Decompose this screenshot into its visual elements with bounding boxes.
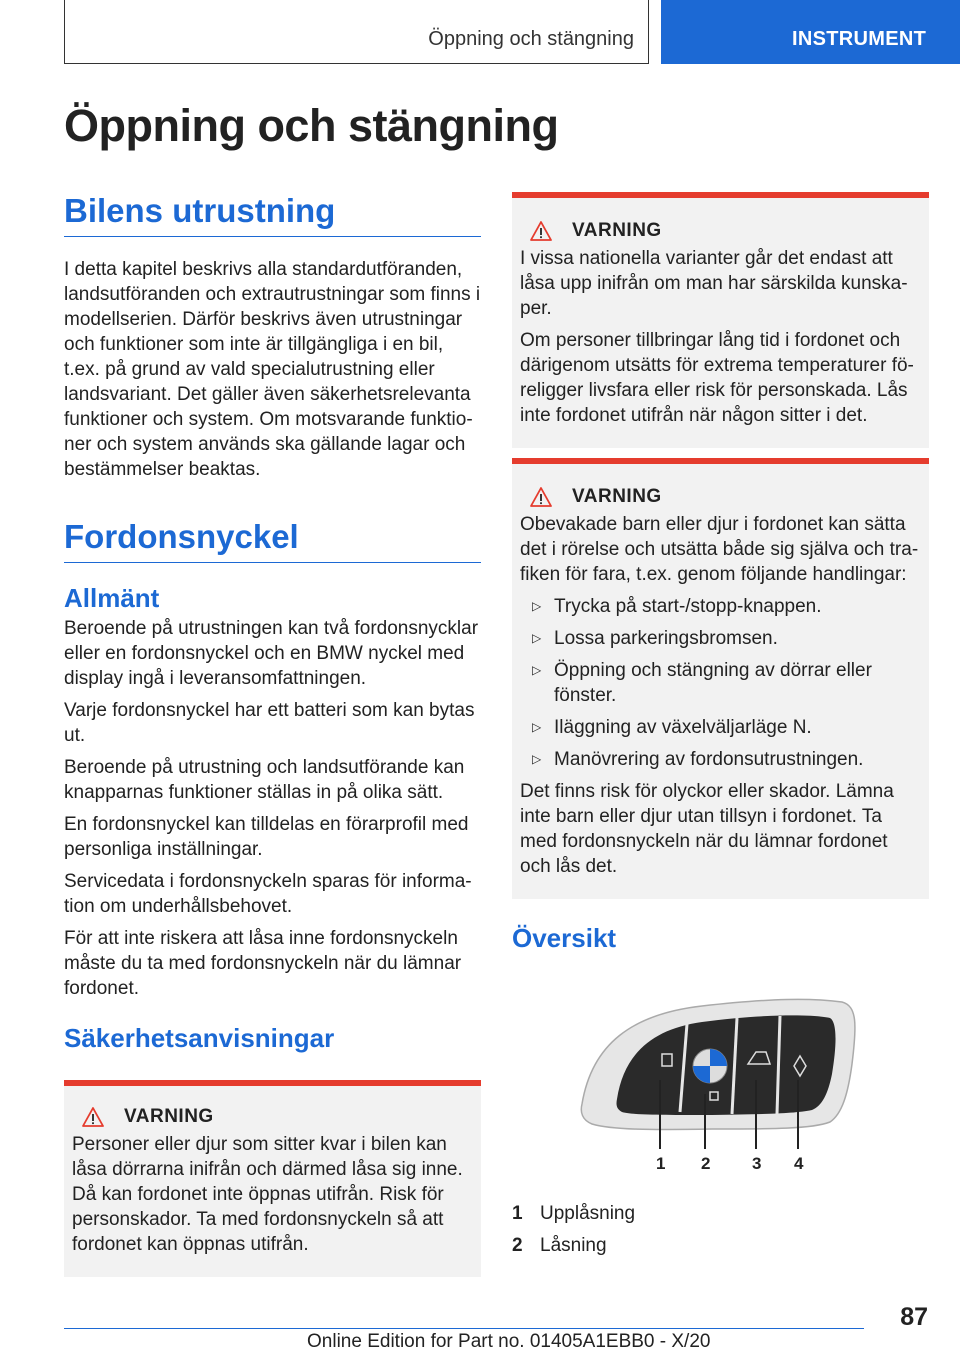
bullet-triangle-icon: ▷ — [532, 599, 542, 613]
list-item: ▷ Öppning och stängning av dörrar eller fönster. — [532, 660, 872, 706]
heading-bilens-utrustning: Bilens utrustning — [64, 192, 481, 237]
left-column — [64, 192, 481, 1277]
warning-triangle-icon — [82, 1107, 104, 1127]
footer-edition: Online Edition for Part no. 01405A1EBB0 - X/20 — [307, 1331, 711, 1352]
warning-list — [520, 594, 921, 772]
warning-label: VARNING — [572, 220, 662, 241]
warning-header — [72, 1106, 473, 1128]
warning-box-locked-in — [64, 1080, 481, 1277]
warning-label: VARNING — [124, 1106, 214, 1127]
legend-item: 2 Låsning — [512, 1235, 607, 1256]
callout-4: 4 — [794, 1154, 804, 1173]
header-chapter-tab[interactable] — [661, 0, 960, 64]
paragraph-bilens: I detta kapitel beskrivs alla standardutföranden, landsutföranden och extrautrustningar som finns i modellserien. Därför beskrivs även utrustningar och funktioner som inte är tillgängliga i en bil, t.ex. på grund av vald specialutrustning eller landsvariant. Det gäller även säkerhetsrelevanta funktioner och system. Om motsvarande funktio-ner och system används ska gällande lagar och bestämmelser beaktas. — [64, 259, 481, 480]
paragraph-allmant-2: Varje fordonsnyckel har ett batteri som kan bytas ut. — [64, 700, 475, 746]
warning-text-2: Om personer tillbringar lång tid i fordonet och därigenom utsätts för extrema temperaturer fö-religger livsfara eller risk för personskada. Lås inte fordonet utifrån när någon sitter i det. — [520, 330, 914, 426]
warning-text: Personer eller djur som sitter kvar i bilen kan låsa dörrarna inifrån och därmed låsa sig inne. Då kan fordonet inte öppnas utifrån. Risk för personskador. Ta med fordonsnyckeln så att fordonet kan öppnas utifrån. — [72, 1134, 463, 1255]
warning-intro: Obevakade barn eller djur i fordonet kan sätta det i rörelse och utsätta både sig själva och tra-fiken för fara, t.ex. genom följande handlingar: — [520, 514, 919, 585]
warning-box-unlock-inside — [512, 192, 929, 448]
paragraph-allmant-1: Beroende på utrustningen kan två fordonsnycklar eller en fordonsnyckel och en BMW nyckel med display ingå i leveransomfattningen. — [64, 618, 479, 689]
header-chapter-label: INSTRUMENT — [792, 28, 927, 50]
warning-box-children-animals — [512, 458, 929, 899]
warning-outro: Det finns risk för olyckor eller skador. Lämna inte barn eller djur utan tillsyn i fordonet. Ta med fordonsnyckeln när du lämnar fordonet och lås det. — [520, 781, 894, 877]
footer-divider — [64, 1328, 864, 1329]
figure-legend — [512, 1198, 929, 1262]
bullet-triangle-icon: ▷ — [532, 720, 542, 734]
header-section-title: Öppning och stängning — [428, 28, 634, 50]
vehicle-key-illustration — [512, 984, 929, 1184]
warning-triangle-icon — [530, 221, 552, 241]
page-title: Öppning och stängning — [64, 100, 559, 151]
warning-header — [520, 220, 921, 242]
list-item: ▷ Trycka på start-/stopp-knappen. — [532, 596, 822, 617]
list-item: ▷ Manövrering av fordonsutrustningen. — [532, 749, 864, 770]
list-item: ▷ Lossa parkeringsbromsen. — [532, 628, 778, 649]
heading-allmant: Allmänt — [64, 583, 160, 613]
paragraph-allmant-5: Servicedata i fordonsnyckeln sparas för informa-tion om underhållsbehovet. — [64, 871, 472, 917]
bullet-triangle-icon: ▷ — [532, 631, 542, 645]
page-number: 87 — [900, 1303, 928, 1331]
paragraph-allmant-4: En fordonsnyckel kan tilldelas en förarprofil med personliga inställningar. — [64, 814, 469, 860]
key-figure — [512, 984, 929, 1184]
right-column — [512, 192, 929, 1262]
callout-3: 3 — [752, 1154, 762, 1173]
header-section-box — [64, 0, 649, 64]
heading-sakerhetsanvisningar: Säkerhetsanvisningar — [64, 1023, 335, 1053]
warning-triangle-icon — [530, 487, 552, 507]
paragraph-allmant-6: För att inte riskera att låsa inne fordonsnyckeln måste du ta med fordonsnyckeln när du lämnar fordonet. — [64, 928, 462, 999]
callout-2: 2 — [701, 1154, 711, 1173]
bullet-triangle-icon: ▷ — [532, 752, 542, 766]
warning-label: VARNING — [572, 486, 662, 507]
legend-item: 1 Upplåsning — [512, 1203, 636, 1224]
warning-header — [520, 486, 921, 508]
paragraph-allmant-3: Beroende på utrustning och landsutförande kan knapparnas funktioner ställas in på olika sätt. — [64, 757, 465, 803]
heading-oversikt: Översikt — [512, 923, 617, 953]
callout-1: 1 — [656, 1154, 666, 1173]
heading-fordonsnyckel: Fordonsnyckel — [64, 518, 481, 563]
list-item: ▷ Iläggning av växelväljarläge N. — [532, 717, 812, 738]
warning-text-1: I vissa nationella varianter går det endast att låsa upp inifrån om man har särskilda kunska-per. — [520, 248, 908, 319]
bullet-triangle-icon: ▷ — [532, 663, 542, 677]
